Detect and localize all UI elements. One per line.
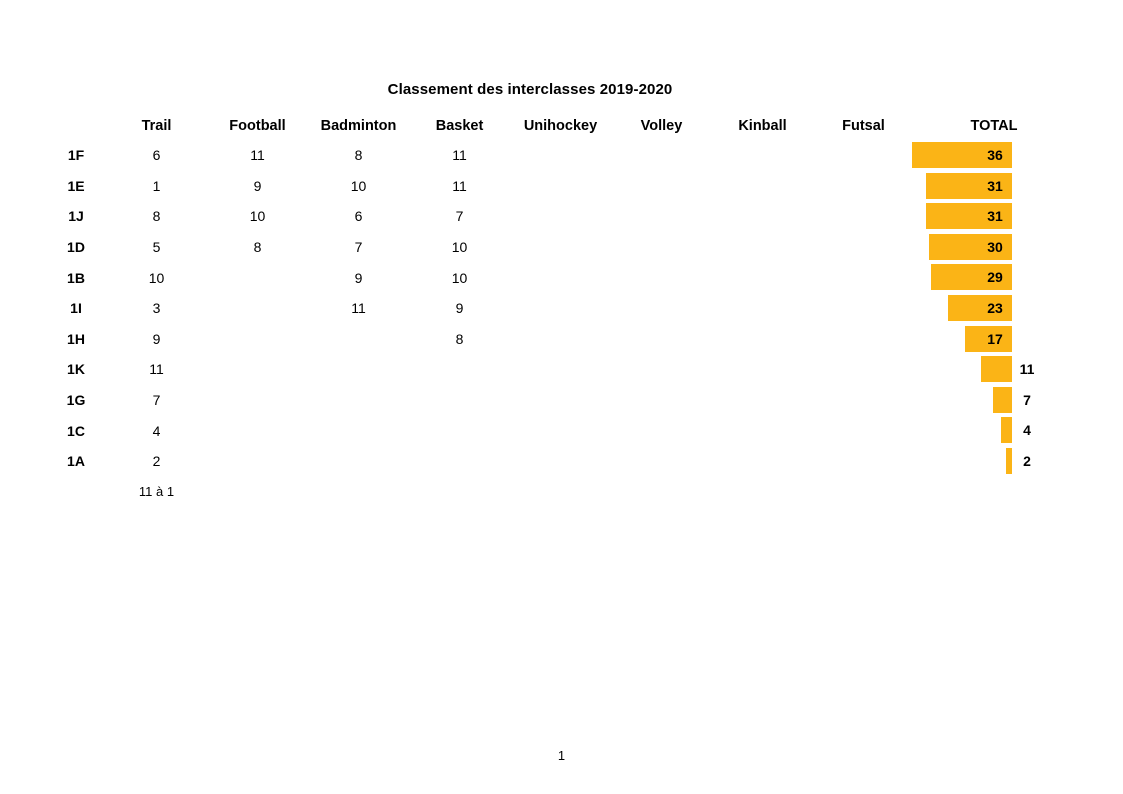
cell-kinball: [712, 385, 813, 416]
total-value: 23: [987, 299, 1003, 316]
column-header-kinball: Kinball: [738, 118, 787, 134]
row-class: 1F: [67, 147, 85, 164]
cell-total: [914, 385, 1074, 416]
cell-badminton: 6: [354, 208, 363, 225]
row-class: 1A: [67, 453, 85, 470]
cell-volley: [611, 232, 712, 263]
cell-trail: 9: [152, 330, 161, 347]
cell-kinball: [712, 262, 813, 293]
cell-football: [207, 385, 308, 416]
total-value: 11: [1019, 361, 1035, 378]
cell-trail: 1: [152, 177, 161, 194]
cell-unihockey: [510, 262, 611, 293]
cell-kinball: [712, 354, 813, 385]
column-header-unihockey: Unihockey: [523, 118, 598, 134]
total-bar-wrap: [914, 201, 1074, 232]
total-bar: [993, 387, 1012, 413]
total-bar-wrap: [914, 232, 1074, 263]
total-value: 7: [1023, 391, 1031, 408]
total-value: 36: [987, 147, 1003, 163]
cell-unihockey: [510, 415, 611, 446]
total-value: 2: [1023, 452, 1031, 469]
cell-volley: [611, 293, 712, 324]
cell-football: [207, 293, 308, 324]
cell-badminton: 8: [354, 147, 363, 164]
total-bar: [981, 356, 1012, 382]
cell-trail: 2: [152, 453, 161, 470]
total-value: 30: [987, 238, 1003, 255]
cell-volley: [611, 262, 712, 293]
cell-volley: [611, 324, 712, 355]
cell-total: [914, 140, 1074, 171]
table-row: [46, 415, 1074, 446]
cell-football: [207, 354, 308, 385]
cell-kinball: [712, 415, 813, 446]
table-row: [46, 232, 1074, 263]
cell-football: 8: [253, 239, 262, 256]
cell-football: [207, 415, 308, 446]
cell-kinball: [712, 293, 813, 324]
total-bar: [1001, 417, 1012, 443]
cell-futsal: [813, 354, 914, 385]
cell-kinball: [712, 324, 813, 355]
cell-badminton: [308, 446, 409, 477]
total-bar-wrap: [914, 262, 1074, 293]
footnote-row: [46, 477, 1074, 507]
footnote-text: 11 à 1: [138, 484, 175, 500]
total-value: 17: [987, 330, 1003, 347]
table-row: [46, 446, 1074, 477]
total-bar-wrap: [914, 354, 1074, 385]
cell-basket: 10: [451, 269, 468, 286]
table-row: [46, 262, 1074, 293]
table-header: [46, 112, 1074, 140]
cell-total: [914, 446, 1074, 477]
cell-total: [914, 324, 1074, 355]
row-class: 1G: [66, 392, 86, 409]
total-value: 31: [987, 177, 1003, 194]
column-header-trail: Trail: [141, 118, 172, 134]
row-class: 1D: [67, 239, 85, 256]
cell-total: [914, 293, 1074, 324]
cell-total: [914, 171, 1074, 202]
cell-trail: 11: [149, 361, 164, 378]
cell-unihockey: [510, 232, 611, 263]
cell-volley: [611, 354, 712, 385]
cell-football: [207, 262, 308, 293]
cell-total: [914, 415, 1074, 446]
cell-badminton: 10: [350, 177, 367, 194]
total-bar-wrap: [914, 324, 1074, 355]
cell-unihockey: [510, 354, 611, 385]
table-body: [46, 140, 1074, 507]
total-bar-wrap: [914, 140, 1074, 171]
cell-futsal: [813, 446, 914, 477]
cell-kinball: [712, 446, 813, 477]
cell-total: [914, 232, 1074, 263]
cell-basket: 9: [455, 300, 464, 317]
cell-volley: [611, 385, 712, 416]
cell-basket: 8: [455, 330, 464, 347]
table-row: [46, 385, 1074, 416]
page-number: 1: [557, 748, 566, 763]
header-row: [46, 112, 1074, 140]
cell-football: 11: [250, 147, 265, 164]
cell-futsal: [813, 232, 914, 263]
cell-futsal: [813, 385, 914, 416]
cell-volley: [611, 171, 712, 202]
column-header-class: [46, 112, 106, 140]
cell-futsal: [813, 324, 914, 355]
cell-kinball: [712, 171, 813, 202]
total-value: 31: [987, 208, 1003, 225]
cell-trail: 8: [152, 208, 161, 225]
total-value: 29: [987, 269, 1003, 286]
cell-basket: [409, 354, 510, 385]
cell-futsal: [813, 171, 914, 202]
page-title: Classement des interclasses 2019-2020: [387, 81, 673, 98]
table-row: [46, 201, 1074, 232]
cell-badminton: [308, 354, 409, 385]
cell-basket: [409, 385, 510, 416]
cell-basket: 10: [451, 239, 468, 256]
column-header-basket: Basket: [435, 118, 484, 134]
cell-unihockey: [510, 324, 611, 355]
cell-volley: [611, 140, 712, 171]
cell-basket: 11: [452, 177, 467, 194]
cell-badminton: 11: [351, 300, 366, 317]
row-class: 1I: [70, 300, 82, 317]
cell-futsal: [813, 262, 914, 293]
cell-futsal: [813, 201, 914, 232]
cell-unihockey: [510, 201, 611, 232]
column-header-futsal: Futsal: [842, 118, 885, 134]
cell-football: [207, 324, 308, 355]
cell-badminton: 7: [354, 239, 363, 256]
column-header-total: TOTAL: [970, 118, 1018, 134]
ranking-table: [46, 112, 1074, 507]
row-class: 1K: [67, 361, 85, 378]
cell-total: [914, 201, 1074, 232]
cell-volley: [611, 446, 712, 477]
row-class: 1E: [67, 177, 85, 194]
row-class: 1J: [68, 208, 84, 225]
cell-kinball: [712, 232, 813, 263]
cell-volley: [611, 415, 712, 446]
column-header-badminton: Badminton: [320, 118, 397, 134]
cell-trail: 5: [152, 239, 161, 256]
total-bar-wrap: [914, 293, 1074, 324]
cell-unihockey: [510, 140, 611, 171]
cell-badminton: [308, 415, 409, 446]
cell-kinball: [712, 201, 813, 232]
cell-total: [914, 262, 1074, 293]
cell-badminton: 9: [354, 269, 363, 286]
cell-trail: 10: [148, 269, 165, 286]
row-class: 1H: [67, 330, 85, 347]
cell-football: 9: [253, 177, 262, 194]
cell-kinball: [712, 140, 813, 171]
table-row: [46, 324, 1074, 355]
cell-basket: 7: [455, 208, 464, 225]
cell-unihockey: [510, 385, 611, 416]
cell-trail: 3: [152, 300, 161, 317]
column-header-volley: Volley: [640, 118, 683, 134]
table-row: [46, 171, 1074, 202]
table-row: [46, 140, 1074, 171]
column-header-football: Football: [229, 118, 286, 134]
cell-futsal: [813, 140, 914, 171]
total-bar-wrap: [914, 446, 1074, 477]
cell-badminton: [308, 324, 409, 355]
table-row: [46, 293, 1074, 324]
cell-football: 10: [249, 208, 266, 225]
footnote-spacer: [46, 477, 106, 507]
cell-badminton: [308, 385, 409, 416]
row-class: 1B: [67, 269, 85, 286]
cell-basket: [409, 415, 510, 446]
cell-unihockey: [510, 293, 611, 324]
cell-total: [914, 354, 1074, 385]
cell-futsal: [813, 293, 914, 324]
total-value: 4: [1023, 422, 1031, 439]
cell-trail: 7: [152, 392, 161, 409]
table-row: [46, 354, 1074, 385]
cell-basket: [409, 446, 510, 477]
total-bar-wrap: [914, 415, 1074, 446]
total-bar-wrap: [914, 171, 1074, 202]
total-bar-wrap: [914, 385, 1074, 416]
cell-unihockey: [510, 171, 611, 202]
cell-trail: 6: [152, 147, 161, 164]
cell-volley: [611, 201, 712, 232]
cell-futsal: [813, 415, 914, 446]
footnote-spacer-right: [207, 477, 1074, 507]
total-bar: [1006, 448, 1012, 474]
cell-trail: 4: [152, 422, 161, 439]
cell-football: [207, 446, 308, 477]
cell-unihockey: [510, 446, 611, 477]
row-class: 1C: [67, 422, 85, 439]
cell-basket: 11: [452, 147, 467, 164]
